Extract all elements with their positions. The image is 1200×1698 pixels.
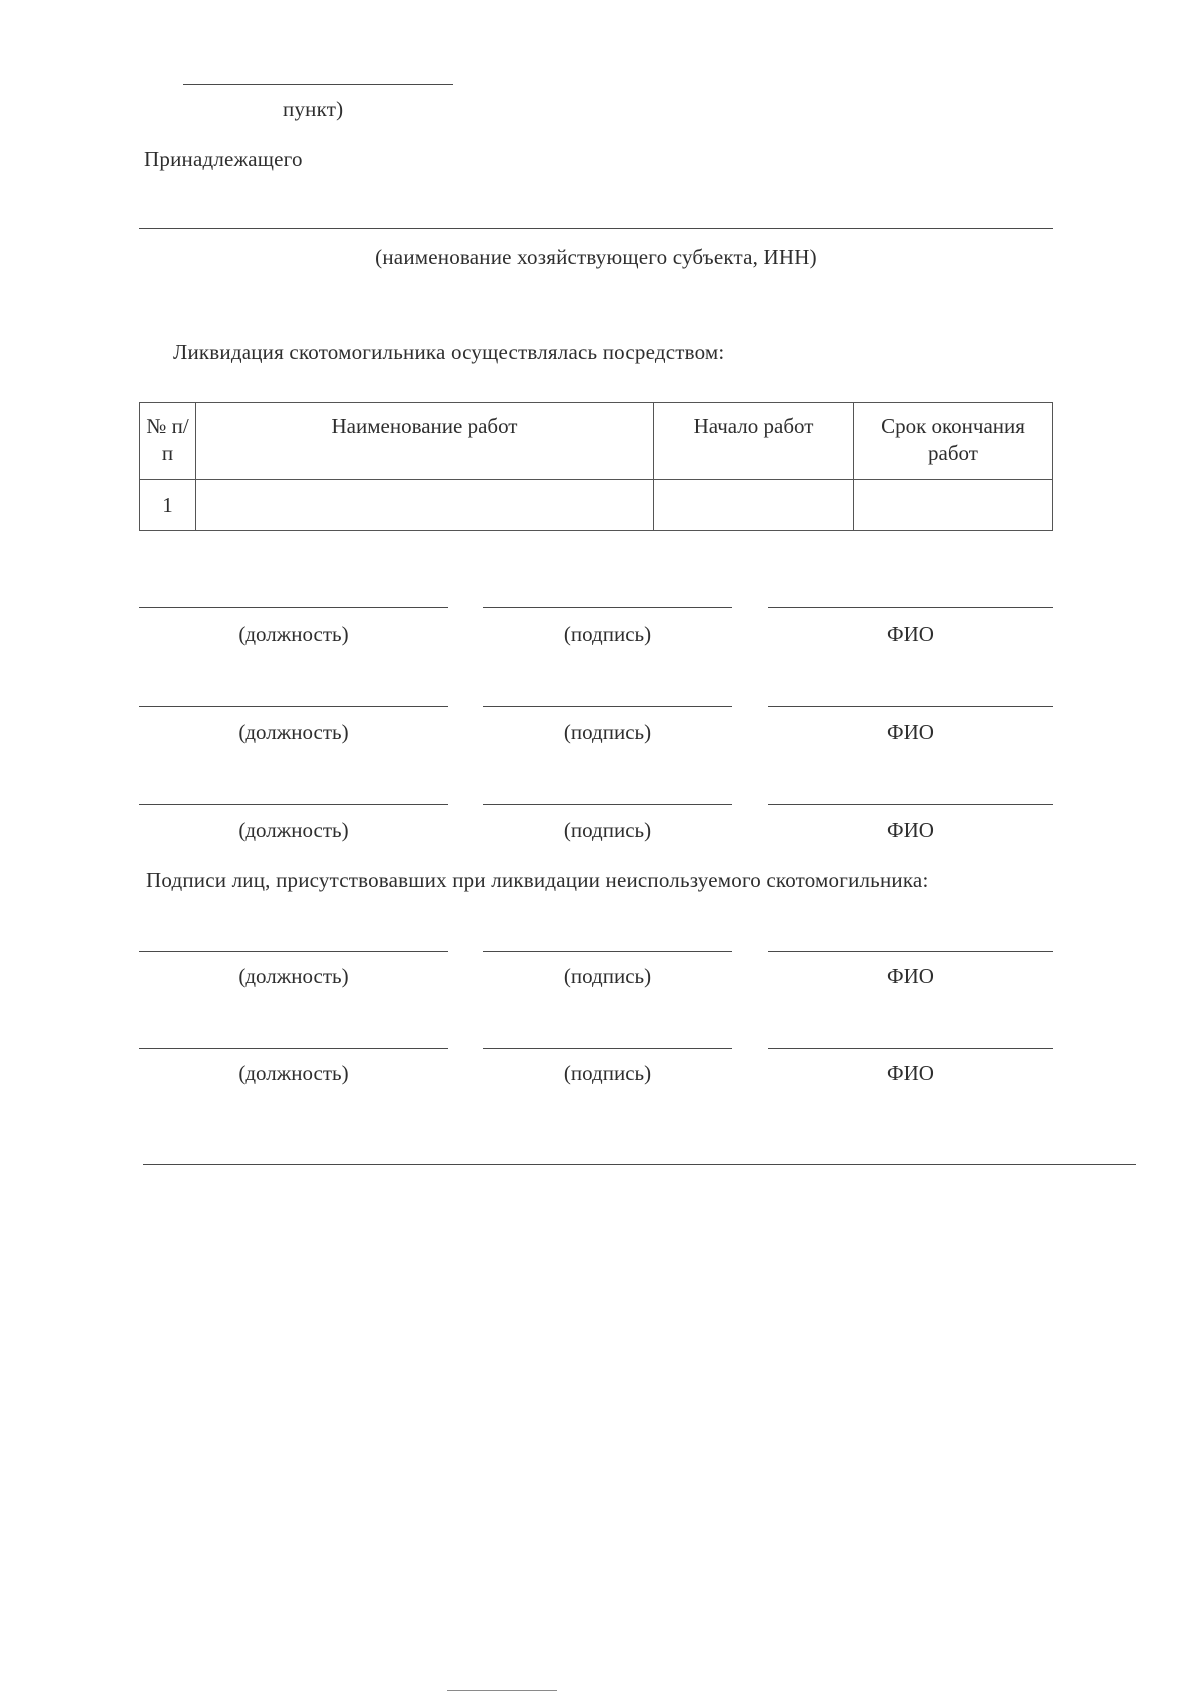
name-line [768, 607, 1053, 608]
position-caption: (должность) [238, 1061, 349, 1085]
name-line [768, 1048, 1053, 1049]
signature-line [483, 1048, 732, 1049]
header-work-name: Наименование работ [196, 403, 654, 480]
cell-end [854, 480, 1053, 531]
position-line [139, 1048, 448, 1049]
liquidation-intro: Ликвидация скотомогильника осуществлялась посредством: [173, 340, 725, 364]
name-line [768, 706, 1053, 707]
name-caption: ФИО [887, 720, 934, 744]
name-caption: ФИО [887, 964, 934, 988]
table-row [140, 480, 1053, 531]
name-caption: ФИО [887, 1061, 934, 1085]
position-caption: (должность) [238, 622, 349, 646]
signature-line [483, 706, 732, 707]
header-end: Срок окончания работ [854, 403, 1053, 480]
works-table-header-row [140, 403, 1053, 480]
position-caption: (должность) [238, 720, 349, 744]
locality-label: пункт) [283, 97, 344, 121]
signature-caption: (подпись) [563, 622, 652, 646]
name-caption: ФИО [887, 818, 934, 842]
presence-caption: Подписи лиц, присутствовавших при ликвидации неиспользуемого скотомогильника: [146, 868, 929, 892]
position-line [139, 706, 448, 707]
signature-line [483, 607, 732, 608]
position-line [139, 607, 448, 608]
signature-caption: (подпись) [563, 964, 652, 988]
entity-underline [139, 228, 1053, 229]
position-line [139, 951, 448, 952]
signature-line [483, 951, 732, 952]
name-line [768, 951, 1053, 952]
entity-caption: (наименование хозяйствующего субъекта, ИНН) [375, 245, 817, 269]
owner-label: Принадлежащего [144, 147, 303, 171]
works-table [139, 402, 1053, 531]
position-caption: (должность) [238, 964, 349, 988]
cell-work-name [196, 480, 654, 531]
scan-mark-bottom [447, 1690, 557, 1691]
header-start: Начало работ [654, 403, 854, 480]
name-line [768, 804, 1053, 805]
signature-caption: (подпись) [563, 720, 652, 744]
locality-underline [183, 84, 453, 85]
cell-number: 1 [140, 480, 196, 531]
position-line [139, 804, 448, 805]
position-caption: (должность) [238, 818, 349, 842]
cell-start [654, 480, 854, 531]
closing-rule [143, 1164, 1136, 1165]
name-caption: ФИО [887, 622, 934, 646]
signature-line [483, 804, 732, 805]
signature-caption: (подпись) [563, 818, 652, 842]
signature-caption: (подпись) [563, 1061, 652, 1085]
header-number: № п/п [140, 403, 196, 480]
